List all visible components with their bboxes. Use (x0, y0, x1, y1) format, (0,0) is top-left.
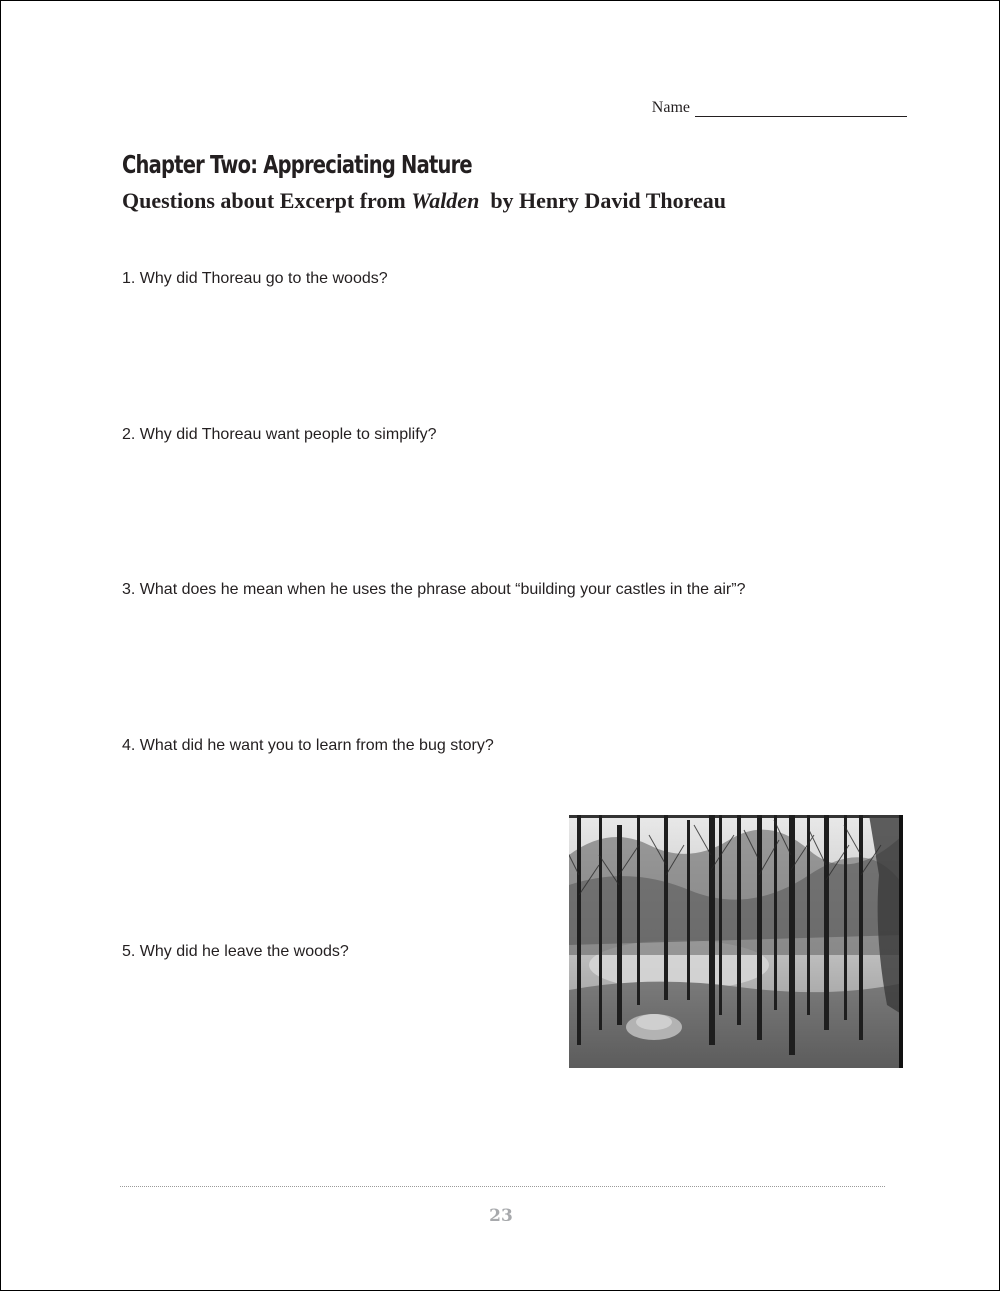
question-4: 4. What did he want you to learn from the bug story? (122, 737, 494, 754)
name-label: Name (651, 99, 690, 116)
question-5: 5. Why did he leave the woods? (122, 943, 349, 960)
name-field (652, 99, 907, 117)
subtitle-work-title: Walden (411, 188, 480, 213)
question-3: 3. What does he mean when he uses the phrase about “building your castles in the air”? (122, 581, 746, 598)
question-2: 2. Why did Thoreau want people to simplify? (122, 426, 437, 443)
footer-divider (120, 1186, 885, 1187)
subtitle-prefix: Questions about Excerpt from (122, 188, 406, 213)
name-blank-line[interactable] (695, 102, 907, 117)
subtitle-author: by Henry David Thoreau (490, 188, 727, 213)
forest-photograph (569, 815, 903, 1068)
worksheet-subtitle (122, 188, 726, 214)
forest-photo-image (569, 815, 903, 1068)
chapter-title: Chapter Two: Appreciating Nature (122, 150, 472, 179)
question-1: 1. Why did Thoreau go to the woods? (122, 270, 388, 287)
page-number: 23 (489, 1206, 513, 1226)
